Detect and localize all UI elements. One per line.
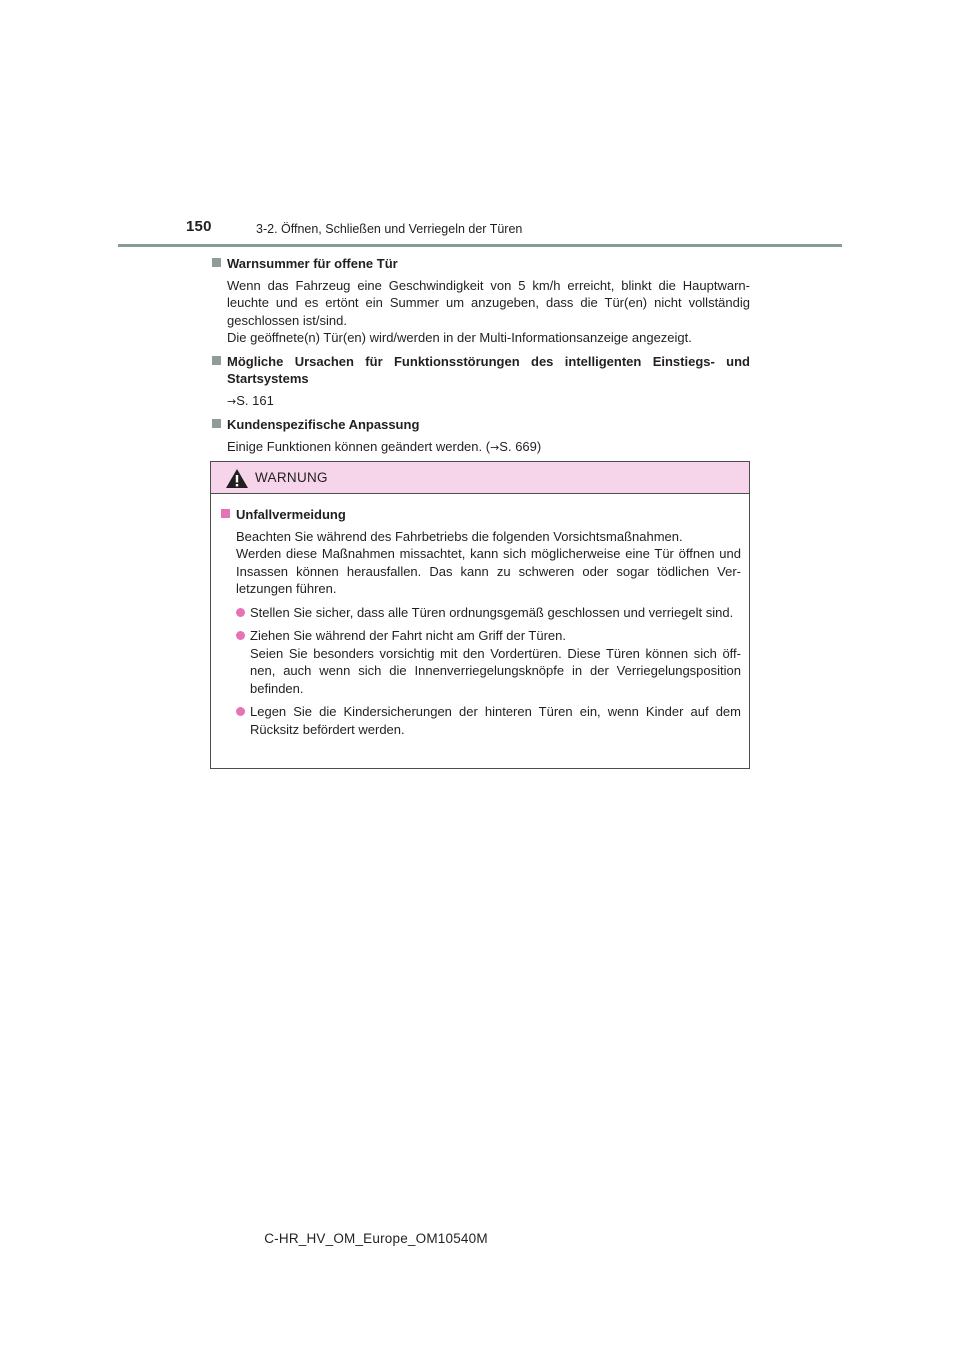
warning-header xyxy=(211,462,749,494)
section-door-buzzer xyxy=(210,255,750,347)
warning-bullet xyxy=(219,604,741,622)
section-title: Mögliche Ursachen für Funktionsstörungen des intelligenten Einstiegs- und Startsystems xyxy=(227,353,750,386)
bullet-text: Legen Sie die Kindersicherungen der hinteren Türen ein, wenn Kinder auf dem Rücksitz befördert werden. xyxy=(250,704,741,737)
warning-body xyxy=(211,494,749,738)
section-text: Einige Funktionen können geändert werden. ( xyxy=(227,438,491,454)
page-reference-link[interactable]: S. 161 xyxy=(236,392,274,408)
arrow-right-icon: → xyxy=(490,440,500,454)
page-number: 150 xyxy=(186,218,212,235)
square-bullet-icon xyxy=(212,258,221,267)
warning-box xyxy=(210,461,750,769)
circle-bullet-icon xyxy=(236,707,245,716)
warning-bullet xyxy=(219,703,741,738)
circle-bullet-icon xyxy=(236,631,245,640)
document-id: C-HR_HV_OM_Europe_OM10540M xyxy=(264,1231,488,1246)
warning-item-title: Unfallvermeidung xyxy=(236,507,346,522)
bullet-text: Stellen Sie sicher, dass alle Türen ordnungsgemäß geschlossen und verriegelt sind. xyxy=(250,604,734,620)
warning-text: Beachten Sie während des Fahrbetriebs die folgenden Vorsichtsmaßnahmen. xyxy=(236,528,683,544)
square-bullet-icon xyxy=(221,509,230,518)
warning-title: WARNUNG xyxy=(255,470,328,485)
section-text: Wenn das Fahrzeug eine Geschwindigkeit von 5 km/h erreicht, blinkt die Hauptwarn-leuchte und es ertönt ein Summer um anzugeben, dass die Tür(en) nicht vollständig geschlossen ist/sind. xyxy=(227,277,750,328)
circle-bullet-icon xyxy=(236,608,245,617)
bullet-text: Seien Sie besonders vorsichtig mit den Vordertüren. Diese Türen können sich öff-nen, auch wenn sich die Innenverriegelungsknöpfe in der Verriegelungsposition befinden. xyxy=(250,645,741,696)
warning-triangle-icon xyxy=(225,468,249,489)
section-customization xyxy=(210,416,750,456)
section-title: Warnsummer für offene Tür xyxy=(227,256,398,271)
warning-bullet xyxy=(219,627,741,697)
square-bullet-icon xyxy=(212,356,221,365)
bullet-text: Ziehen Sie während der Fahrt nicht am Griff der Türen. xyxy=(250,628,567,643)
arrow-right-icon: → xyxy=(227,394,237,408)
content-area xyxy=(210,255,750,456)
square-bullet-icon xyxy=(212,419,221,428)
section-text: Die geöffnete(n) Tür(en) wird/werden in der Multi-Informationsanzeige angezeigt. xyxy=(227,330,692,345)
chapter-title: 3-2. Öffnen, Schließen und Verriegeln der Türen xyxy=(256,222,523,236)
section-malfunction-causes xyxy=(210,353,750,411)
footer xyxy=(0,1231,960,1246)
warning-text: Werden diese Maßnahmen missachtet, kann sich möglicherweise eine Tür öffnen und Insassen können herausfallen. Das kann zu schweren oder sogar tödlichen Ver-letzungen führen. xyxy=(236,546,741,596)
header-divider xyxy=(118,244,842,247)
page-reference-link[interactable]: S. 669) xyxy=(499,438,542,454)
section-title: Kundenspezifische Anpassung xyxy=(227,417,420,432)
